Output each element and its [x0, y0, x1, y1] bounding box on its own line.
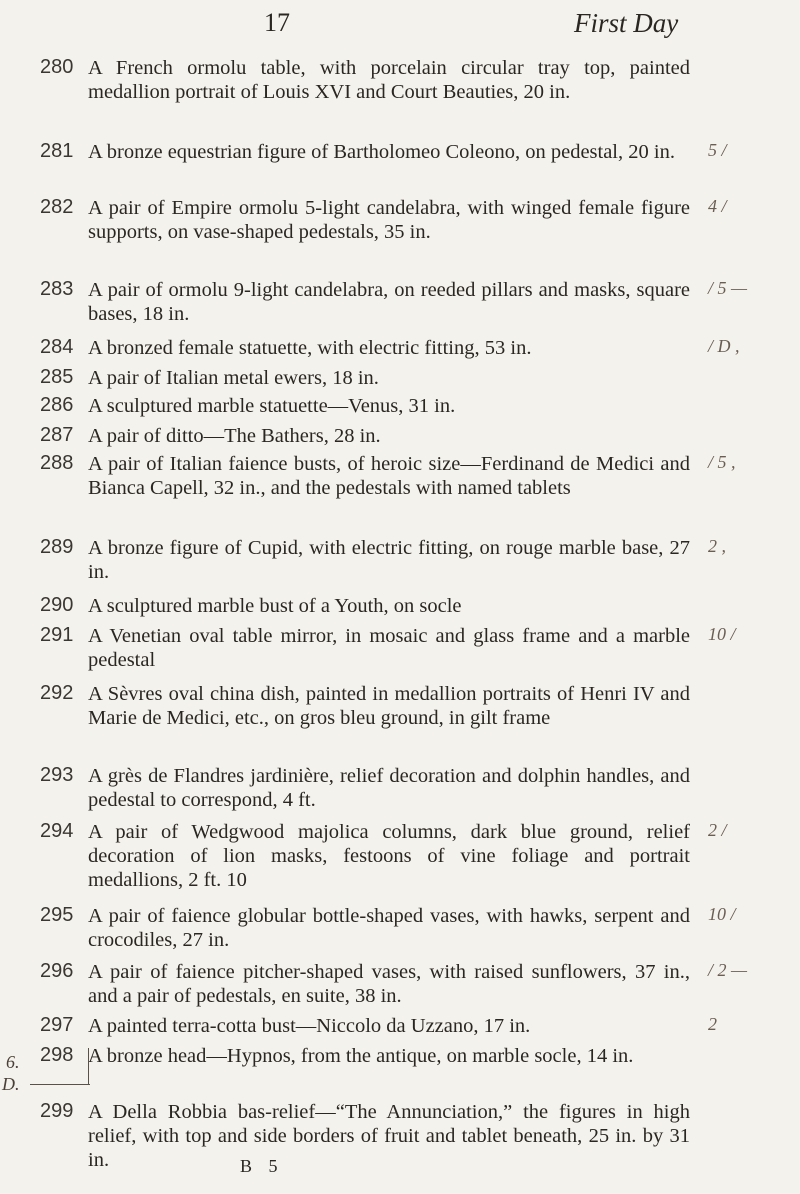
lot-number: 294 [40, 820, 74, 842]
lot-number: 292 [40, 682, 74, 704]
lot-number: 281 [40, 140, 74, 162]
lot-number: 283 [40, 278, 74, 300]
margin-price-note: 2 , [708, 536, 726, 556]
lot-description: A sculptured marble bust of a Youth, on socle [88, 595, 462, 617]
lot-description: A pair of ditto—The Bathers, 28 in. [88, 425, 381, 447]
lot-description: A bronzed female statuette, with electric fitting, 53 in. [88, 337, 532, 359]
margin-price-note: 10 / [708, 904, 736, 924]
lot-number: 291 [40, 624, 74, 646]
margin-price-note: 2 / [708, 820, 727, 840]
margin-price-note: / D , [708, 336, 740, 356]
underline-mark [30, 1084, 90, 1085]
margin-annotation: D. [2, 1074, 20, 1094]
lot-number: 288 [40, 452, 74, 474]
lot-number: 297 [40, 1014, 74, 1036]
lot-number: 295 [40, 904, 74, 926]
lot-number: 290 [40, 594, 74, 616]
margin-price-note: / 5 — [708, 278, 748, 298]
lot-number: 287 [40, 424, 74, 446]
margin-price-note: 2 [708, 1014, 717, 1034]
lot-description: A bronze equestrian figure of Bartholomeo Coleono, on pedestal, 20 in. [88, 141, 675, 163]
lot-description: A bronze figure of Cupid, with electric fitting, on rouge marble base, 27 in. [88, 537, 690, 583]
margin-annotation: 6. [6, 1052, 20, 1072]
lot-description: A pair of faience globular bottle-shaped vases, with hawks, serpent and crocodiles, 27 in. [88, 905, 690, 951]
margin-price-note: 5 / [708, 140, 727, 160]
lot-number: 286 [40, 394, 74, 416]
margin-price-note: 10 / [708, 624, 736, 644]
lot-description: A pair of ormolu 9-light candelabra, on reeded pillars and masks, square bases, 18 in. [88, 279, 690, 325]
margin-price-note: / 2 — [708, 960, 748, 980]
lot-number: 284 [40, 336, 74, 358]
lot-description: A Sèvres oval china dish, painted in medallion portraits of Henri IV and Marie de Medici, etc., on gros bleu ground, in gilt frame [88, 683, 690, 729]
signature-mark: B 5 [240, 1156, 284, 1176]
lot-description: A pair of Italian metal ewers, 18 in. [88, 367, 379, 389]
lot-description: A sculptured marble statuette—Venus, 31 in. [88, 395, 456, 417]
lot-number: 299 [40, 1100, 74, 1122]
lot-number: 293 [40, 764, 74, 786]
margin-price-note: / 5 , [708, 452, 736, 472]
lot-description: A pair of Empire ormolu 5-light candelabra, with winged female figure supports, on vase-shaped pedestals, 35 in. [88, 197, 690, 243]
lot-number: 280 [40, 56, 74, 78]
margin-price-note: 4 / [708, 196, 727, 216]
lot-description: A grès de Flandres jardinière, relief decoration and dolphin handles, and pedestal to correspond, 4 ft. [88, 765, 690, 811]
lot-description: A pair of Wedgwood majolica columns, dark blue ground, relief decoration of lion masks, festoons of vine foliage and portrait medallions, 2 ft. 10 [88, 821, 690, 891]
lot-description: A painted terra-cotta bust—Niccolo da Uzzano, 17 in. [88, 1015, 531, 1037]
lot-number: 285 [40, 366, 74, 388]
lot-description: A pair of Italian faience busts, of heroic size—Ferdinand de Medici and Bianca Capell, 32 in., and the pedestals with named tablets [88, 453, 690, 499]
lot-description: A pair of faience pitcher-shaped vases, with raised sunflowers, 37 in., and a pair of pedestals, en suite, 38 in. [88, 961, 690, 1007]
page-title: First Day [574, 8, 679, 38]
lot-description: A Della Robbia bas-relief—“The Annunciation,” the figures in high relief, with top and side borders of fruit and tablet beneath, 25 in. by 31 in. [88, 1101, 690, 1171]
lot-number: 298 [40, 1044, 74, 1066]
lot-description: A bronze head—Hypnos, from the antique, on marble socle, 14 in. [88, 1045, 634, 1067]
page-header [0, 8, 800, 42]
lot-description: A French ormolu table, with porcelain circular tray top, painted medallion portrait of Louis XVI and Court Beauties, 20 in. [88, 57, 690, 103]
lot-description: A Venetian oval table mirror, in mosaic and glass frame and a marble pedestal [88, 625, 690, 671]
lot-number: 289 [40, 536, 74, 558]
bracket-mark [68, 1048, 89, 1084]
lot-number: 296 [40, 960, 74, 982]
lot-number: 282 [40, 196, 74, 218]
page-number: 17 [264, 8, 290, 37]
